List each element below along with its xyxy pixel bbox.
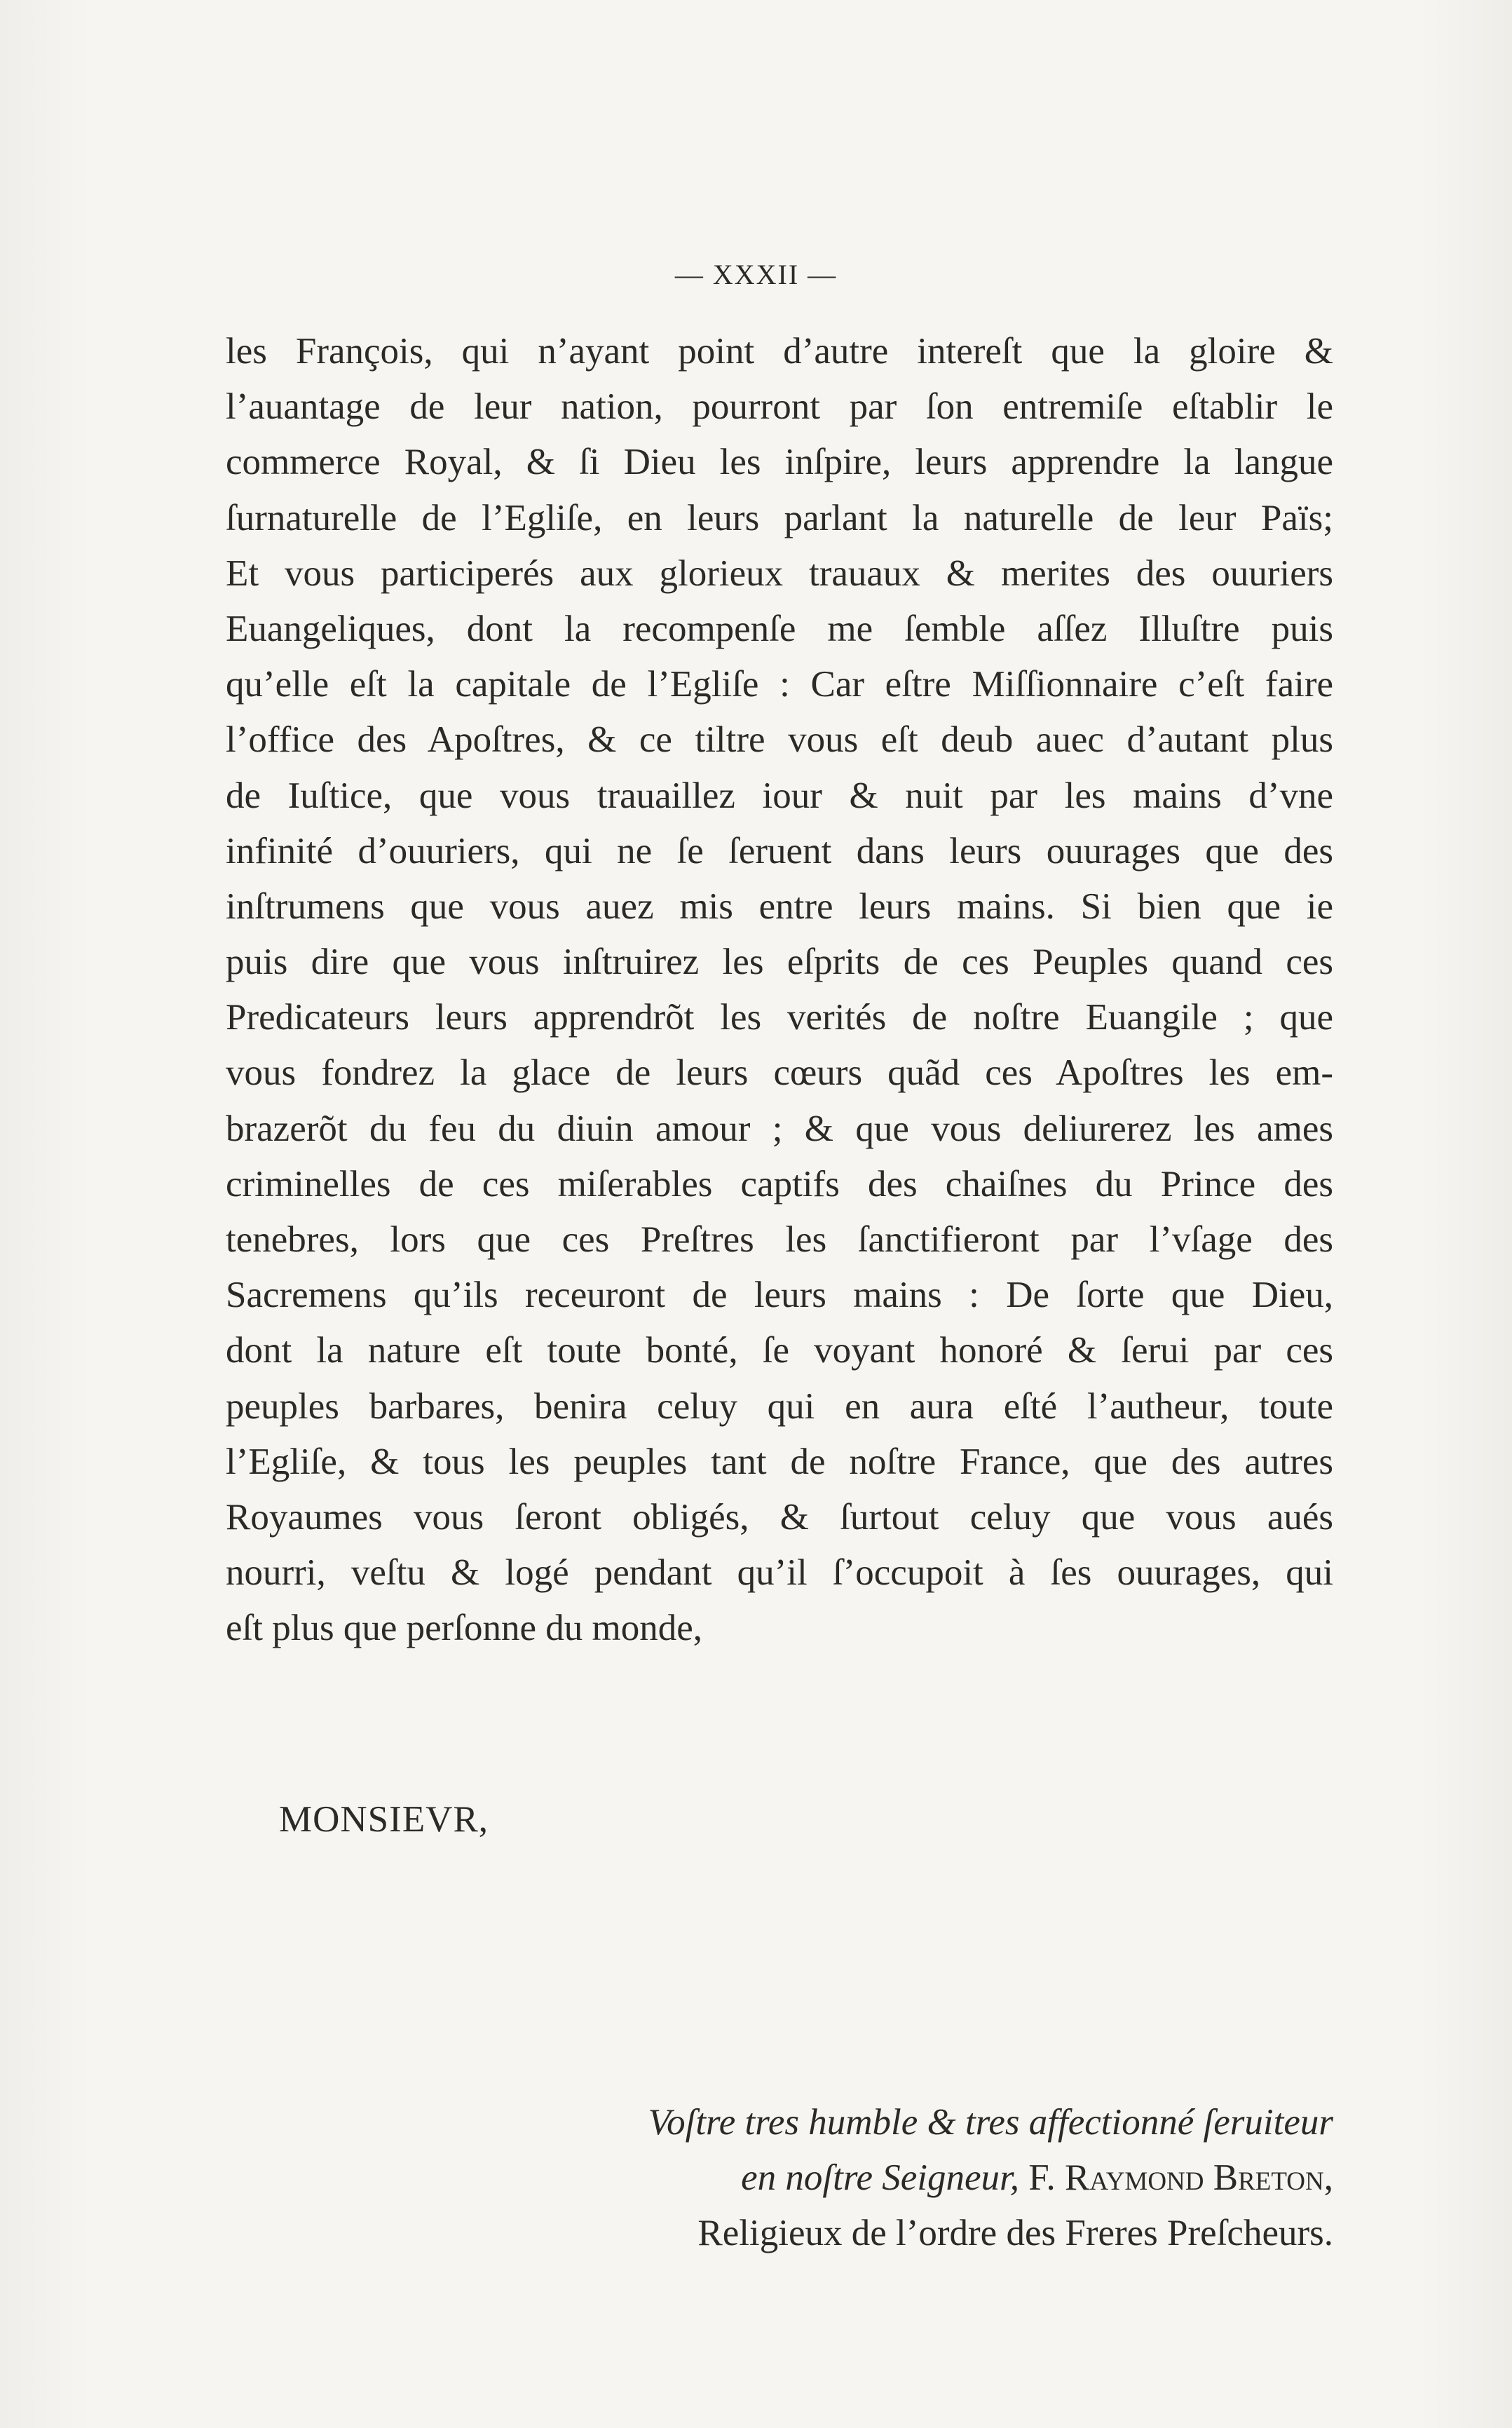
text-line: criminelles de ces miſerables captifs des chaiſnes du Prince des — [226, 1163, 1333, 1205]
signature-block — [422, 2095, 1333, 2261]
salutation: MONSIEVR, — [279, 1799, 489, 1840]
text-line: Euangeliques, dont la recompenſe me ſemble aſſez Illuſtre puis — [226, 608, 1333, 649]
text-line: de Iuſtice, que vous trauaillez iour & nuit par les mains d’vne — [226, 775, 1333, 816]
text-line: infinité d’ouuriers, qui ne ſe ſeruent dans leurs ouurages que des — [226, 830, 1333, 871]
text-line: puis dire que vous inſtruirez les eſprits de ces Peuples quand ces — [226, 942, 1333, 983]
signature-seigneur: en noſtre Seigneur, — [741, 2157, 1020, 2198]
body-paragraph — [226, 324, 1333, 1657]
text-line: l’Egliſe, & tous les peuples tant de noſtre France, que des autres — [226, 1441, 1333, 1482]
text-line: l’auantage de leur nation, pourront par ſon entremiſe eſtablir le — [226, 386, 1333, 428]
text-line: brazerõt du feu du diuin amour ; & que vous deliurerez les ames — [226, 1108, 1333, 1149]
text-line: vous fondrez la glace de leurs cœurs quãd ces Apoſtres les em- — [226, 1052, 1333, 1094]
text-line: Sacremens qu’ils receuront de leurs mains : De ſorte que Dieu, — [226, 1275, 1333, 1316]
signature-line-2 — [422, 2150, 1333, 2206]
signature-author-name: F. Raymond Breton, — [1028, 2157, 1333, 2198]
text-line: l’office des Apoſtres, & ce tiltre vous eſt deub auec d’autant plus — [226, 719, 1333, 761]
text-line: inſtrumens que vous auez mis entre leurs mains. Si bien que ie — [226, 886, 1333, 927]
text-line: peuples barbares, benira celuy qui en aura eſté l’autheur, toute — [226, 1385, 1333, 1427]
text-line: nourri, veſtu & logé pendant qu’il ſ’occupoit à ſes ouurages, qui — [226, 1552, 1333, 1594]
text-line: qu’elle eſt la capitale de l’Egliſe : Car eſtre Miſſionnaire c’eſt faire — [226, 664, 1333, 705]
text-line: Royaumes vous ſeront obligés, & ſurtout celuy que vous aués — [226, 1496, 1333, 1538]
text-line: dont la nature eſt toute bonté, ſe voyant honoré & ſerui par ces — [226, 1330, 1333, 1371]
text-line: tenebres, lors que ces Preſtres les ſanctifieront par l’vſage des — [226, 1219, 1333, 1260]
text-line: ſurnaturelle de l’Egliſe, en leurs parlant la naturelle de leur Païs; — [226, 497, 1333, 538]
page-number-header: — XXXII — — [674, 259, 838, 290]
text-line: Predicateurs leurs apprendrõt les verités de noſtre Euangile ; que — [226, 997, 1333, 1038]
text-line: les François, qui n’ayant point d’autre intereſt que la gloire & — [226, 331, 1333, 372]
signature-line-3: Religieux de l’ordre des Freres Preſcheurs. — [697, 2213, 1333, 2253]
text-line: commerce Royal, & ſi Dieu les inſpire, leurs apprendre la langue — [226, 442, 1333, 483]
signature-line-1: Voſtre tres humble & tres affectionné ſeruiteur — [648, 2102, 1333, 2143]
text-line: Et vous participerés aux glorieux trauaux & merites des ouuriers — [226, 552, 1333, 594]
text-line: eſt plus que perſonne du monde, — [226, 1608, 703, 1649]
